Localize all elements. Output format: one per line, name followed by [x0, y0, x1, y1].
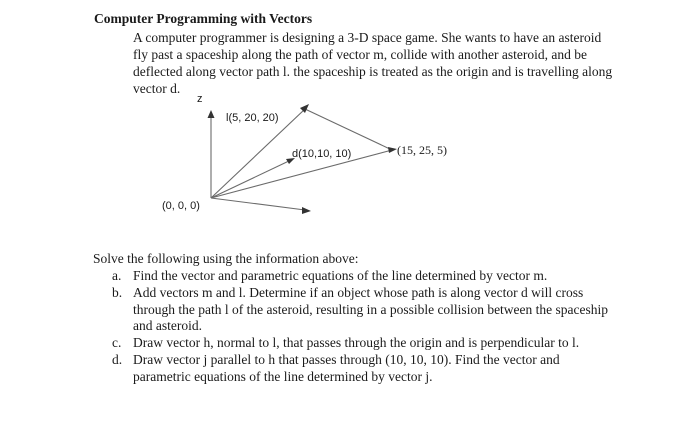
x-axis [211, 198, 305, 210]
intro-line: A computer programmer is designing a 3-D space game. She wants to have an asteroid [133, 30, 602, 45]
task-line: Add vectors m and l. Determine if an object whose path is along vector d will cross [133, 284, 584, 300]
m-label: (15, 25, 5) [397, 143, 447, 157]
task-line: and asteroid. [133, 318, 202, 334]
document-title: Computer Programming with Vectors [94, 11, 313, 26]
task-line: parametric equations of the line determined by vector j. [133, 368, 433, 384]
connector-line [305, 109, 392, 150]
intro-line: fly past a spaceship along the path of vector m, collide with another asteroid, and be [133, 47, 587, 62]
intro-line: deflected along vector path l. the spaceship is treated as the origin and is travelling along [133, 64, 613, 79]
task-d [112, 352, 612, 386]
task-a [112, 268, 612, 285]
task-label: d. [112, 351, 123, 367]
task-label: a. [112, 268, 122, 283]
task-list [112, 268, 612, 386]
task-label: b. [112, 284, 123, 300]
task-b [112, 285, 612, 335]
intro-line: vector d. [133, 81, 181, 96]
task-line: Draw vector h, normal to l, that passes through the origin and is perpendicular to l. [133, 335, 580, 351]
origin-label: (0, 0, 0) [162, 200, 200, 212]
task-label: c. [112, 335, 122, 351]
m-arrowhead [388, 147, 397, 153]
z-axis-label: z [197, 93, 203, 105]
x-axis-arrowhead [302, 207, 311, 214]
task-c [112, 335, 612, 352]
task-line: Draw vector j parallel to h that passes through (10, 10, 10). Find the vector and [133, 351, 560, 367]
z-axis-arrowhead [208, 110, 215, 118]
vector-d-line [211, 160, 291, 198]
d-label: d(10,10, 10) [292, 148, 352, 160]
l-arrowhead [300, 104, 309, 113]
task-line: through the path l of the asteroid, resulting in a possible collision between the spaceship [133, 301, 609, 317]
l-label: l(5, 20, 20) [226, 112, 279, 124]
task-line: Find the vector and parametric equations of the line determined by vector m. [133, 268, 548, 283]
solve-heading: Solve the following using the information above: [93, 251, 359, 266]
